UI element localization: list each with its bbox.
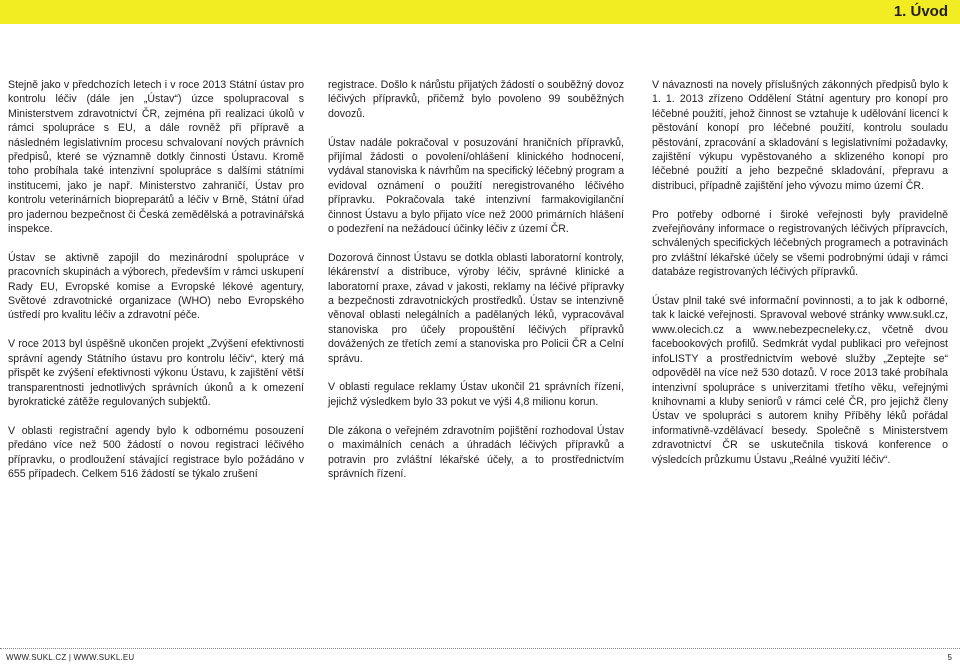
paragraph: V oblasti regulace reklamy Ústav ukončil 21 správních řízení, jejichž výsledkem bylo 33 pokut ve výši 4,8 milionu korun. (328, 381, 624, 408)
text-column-2 (328, 78, 624, 496)
paragraph: Ústav plnil také své informační povinnosti, a to jak k odborné, tak k laické veřejnosti. Spravoval webové stránky www.sukl.cz, www.olecich.cz a www.nebezpecneleky.cz, včetně dvou facebookových profilů. Sedmkrát vydal publikaci pro veřejnost infoLISTY a prostřednictvím webové služby „Zeptejte se“ odpověděl na více než 530 dotazů. V roce 2013 také probíhala intenzivní spolupráce s univerzitami třetího věku, veřejnými knihovnami a kluby seniorů v rámci celé ČR, pro jejichž členy Ústav ve spolupráci s autorem knihy Příběhy léků pořádal informativně-vzdělávací besedy. Společně s Ministerstvem zdravotnictví ČR se uskutečnila tisková konference o výsledcích průzkumu Ústavu „Reálné využití léčiv“. (652, 295, 948, 466)
chapter-header-bar (0, 0, 960, 24)
paragraph: V roce 2013 byl úspěšně ukončen projekt „Zvýšení efektivnosti správní agendy Státního ústavu pro kontrolu léčiv“, který má přispět ke zvýšení efektivnosti výkonu Ústavu, k zajištění větší transparentnosti jednotlivých správních úkonů a k omezení byrokratické zátěže regulovaných subjektů. (8, 338, 304, 408)
chapter-title: 1. Úvod (893, 3, 948, 20)
text-column-1 (8, 78, 304, 496)
footer-website: WWW.SUKL.CZ | WWW.SUKL.EU (6, 653, 135, 662)
paragraph: Stejně jako v předchozích letech i v roce 2013 Státní ústav pro kontrolu léčiv (dále jen „Ústav“) úzce spolupracoval s Ministerstvem zdravotnictví ČR, zejména při realizaci úkolů v rámci spolupráce s EU, a dále rovněž při přípravě a následném legislativním procesu schvalovaní nových právních předpisů, které se významně dotkly činnosti Ústavu. Kromě toho probíhala také intenzivní spolupráce s dalšími státními institucemi, jako je např. Ministerstvo zahraničí, Ústav pro kontrolu veterinárních biopreparátů a léčiv v Brně, Státní úřad pro jadernou bezpečnost či Česká zemědělská a potravinářská inspekce. (8, 79, 304, 236)
paragraph: Ústav nadále pokračoval v posuzování hraničních přípravků, přijímal žádosti o povolení/ohlášení klinického hodnocení, vydával stanoviska k návrhům na specifický léčebný program a evidoval oznámení o použití neregistrovaného léčivého přípravku. Pokračovala také intenzivní farmakovigilanční činnost Ústavu a bylo přijato více než 2000 primárních hlášení o podezření na nežádoucí účinky léčiv z území ČR. (328, 136, 624, 236)
paragraph: Dle zákona o veřejném zdravotním pojištění rozhodoval Ústav o maximálních cenách a úhradách léčivých přípravků a potravin pro zvláštní lékařské účely, a to prostřednictvím správních řízení. (328, 424, 624, 480)
paragraph: V oblasti registrační agendy bylo k odbornému posouzení předáno více než 500 žádostí o novou registraci léčivého přípravku, o prodloužení stávající registrace bylo požádáno v 655 případech. Celkem 516 žádostí se týkalo zrušení (8, 424, 304, 480)
paragraph: Pro potřeby odborné i široké veřejnosti byly pravidelně zveřejňovány informace o registrovaných léčivých přípravcích, schválených specifických léčebných programech a potravinách pro zvláštní lékařské účely se všemi podrobnými údaji v rámci databáze registrovaných léčivých přípravků. (652, 208, 948, 279)
footer-divider (0, 648, 960, 649)
text-column-3 (652, 78, 948, 481)
paragraph: Dozorová činnost Ústavu se dotkla oblasti laboratorní kontroly, lékárenství a distribuce, výroby léčiv, správné klinické a laboratorní praxe, závad v jakosti, reklamy na léčivé přípravky a bezpečnosti zdravotnických prostředků. Ústav se intenzivně věnoval oblasti nelegálních a padělaných léků, vypracovával stanoviska pro účely propouštění léčivých přípravků dovážených ze třetích zemí a stanoviska pro Policii ČR a Celní správu. (328, 251, 624, 365)
paragraph: Ústav se aktivně zapojil do mezinárodní spolupráce v pracovních skupinách a výborech, především v rámci uskupení Rady EU, Evropské komise a Evropské lékové agentury, Světové zdravotnické organizace (WHO) nebo Evropského ústředí pro kvalitu léčiv a zdravotní péče. (8, 251, 304, 322)
paragraph: V návaznosti na novely příslušných zákonných předpisů bylo k 1. 1. 2013 zřízeno Oddělení Státní agentury pro konopí pro léčebné použití, jehož činnost se vztahuje k udělování licencí k pěstování konopí pro léčebné použití, kontrolu souladu pěstování, zpracování a skladování s legislativními požadavky, zajištění výkupu vypěstovaného a sklizeného konopí pro léčebné použití a jeho bezpečné skladování, přepravu a distribuci, případně zajištění jeho vývozu mimo území ČR. (652, 79, 948, 192)
paragraph: registrace. Došlo k nárůstu přijatých žádostí o souběžný dovoz léčivých přípravků, přičemž bylo povoleno 99 souběžných dovozů. (328, 79, 624, 120)
page-number: 5 (947, 653, 952, 662)
